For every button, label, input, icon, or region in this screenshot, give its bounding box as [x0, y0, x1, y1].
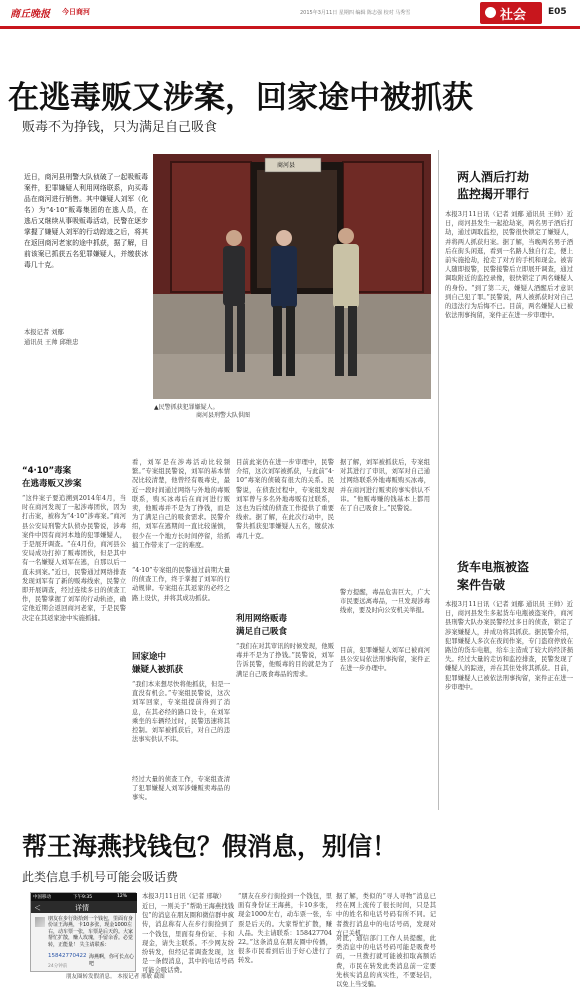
phone-battery: 12%: [117, 894, 128, 899]
article1-body-col1: “这件案子要追溯到2014年4月，当时在商河发现了一起涉毒团伙，因为打击案，被称为“4·10”涉毒案。”商河县公安局刑警大队侦办民警说，涉毒案件中因有商河本地的犯罪嫌疑人，于是展开调查。“在4月份，商河县公安局成功打掉了贩毒团伙，但是其中有一名嫌疑人刘军在逃，自那以后一直未到案。”近日，民警通过网络排查发现刘军有了新的贩毒线索，民警立即开展调查，经过连续多日的侦查工作，民警掌握了刘军的行动轨迹，确定他近期会返回商河老家，于是民警决定在其返家途中实施抓捕。: [22, 495, 126, 622]
sub2-title: 回家途中: [132, 652, 167, 662]
phone-caption: 朋友圈转发假消息。 本报记者 邢敏 截图: [66, 974, 165, 980]
article2-body-col1: 近日，一则关于“帮助王海燕找钱包”的消息在朋友圈和微信群中疯传，消息称有人在步行街捡到了一个钱包，里面有身份证、卡和现金，请失主联系。不少网友纷纷转发，但经记者调查发现，这是一条假消息，其中的电话号码可能会吸话费。: [142, 903, 234, 975]
side2-title-1: 货车电瓶被盗: [457, 560, 530, 574]
side2-body: 本报3月11日讯（记者 刘鄢 通讯员 王帅）近日，商河县发生多起货车电瓶被盗案件，商河县刑警大队办案民警经过多日的侦查，锁定了涉案嫌疑人，并成功将其抓获。据民警介绍，犯罪嫌疑人多次在夜间作案，专门盗窃停放在路边的货车电瓶，给车主造成了较大的经济损失。经过大量的走访和监控排查，民警发现了嫌疑人的踪迹，并在其住处将其抓获。目前，犯罪嫌疑人已被依法刑事拘留，案件正在进一步审理中。: [445, 601, 573, 691]
sub3-title: 利用网络贩毒: [236, 614, 288, 624]
article2-body-col3b: 对此，通信部门工作人员提醒，此类消息中的电话号码可能是吸费号码，一旦拨打就可能被扣取高额话费，市民在转发此类消息前一定要先核实消息的真实性，不要轻信，以免上当受骗。: [336, 935, 436, 989]
section-label: 社会: [500, 8, 527, 23]
article1-body-col2c: “我们本来想尽快将他抓获，但是一直没有机会。”专案组民警说，这次刘军回家，专案组提前得到了消息，在其必经的路口设卡，在刘军乘坐的车辆经过时，民警迅速将其控制。刘军被抓获后，对自己的违法事实供认不讳。: [132, 681, 230, 744]
photo-scene: [153, 154, 431, 399]
sub3-title-b: 满足自己吸食: [236, 627, 288, 637]
photo-sign: 商河县: [277, 162, 296, 169]
article1-body-col4b: 警方提醒，毒品危害巨大，广大市民要远离毒品，一旦发现涉毒线索，要及时向公安机关举报。: [340, 589, 430, 615]
article1-lead: 近日，商河县刑警大队侦破了一起吸贩毒案件，犯罪嫌疑人利用网络联系，向买毒品在商河进行销售。其中嫌疑人刘军（化名）为“4·10”贩毒集团的在逃人员，在逃后又继续从事吸贩毒活动，民警在逐步掌握了嫌疑人刘军的行动踪迹之后，将其在返回商河老家的途中抓获，据了解，目前该案已抓获五名犯罪嫌疑人，并缴获冰毒几十克。: [24, 173, 148, 269]
article1-byline2: 通讯员 王帅 邱维忠: [24, 339, 79, 346]
top-rule: [0, 26, 580, 29]
phone-ago: 24分钟前: [48, 964, 68, 969]
section-icon: [485, 7, 496, 18]
phone-navbar: [31, 901, 137, 913]
article2-headline: 帮王海燕找钱包？假消息，别信！: [22, 832, 398, 861]
masthead-column: 今日商河: [62, 8, 90, 16]
phone-number[interactable]: 15842770422: [48, 953, 87, 959]
article1-byline1: 本报记者 刘鄢: [24, 329, 64, 336]
phone-nav-title: 详情: [75, 904, 89, 912]
sub1-title: “4·10”毒案: [22, 466, 72, 476]
side1-body: 本报3月11日讯（记者 刘鄢 通讯员 王帅）近日，商河县发生一起抢劫案，两名男子酒后打劫，通过调取监控，民警很快锁定了嫌疑人，并将两人抓获归案。据了解，当晚两名男子酒后在街头闲逛，看到一名路人独自行走，便上前实施抢劫，抢走了对方的手机和现金。被害人随即报警，民警接警后立即展开调查，通过调取附近的监控录像，很快锁定了两名嫌疑人的身份。“到了第二天，嫌疑人酒醒后才意识到自己犯了罪。”民警说，两人被抓获时对自己的违法行为后悔不已。目前，两名嫌疑人已被依法刑事拘留，案件正在进一步审理中。: [445, 211, 573, 320]
sidebar-divider: [438, 150, 439, 810]
article1-body-col3b: “我们在对其审讯的时候发现，他贩毒并不是为了挣钱。”民警说，刘军告诉民警，他贩毒的目的就是为了满足自己吸食毒品的需求。: [236, 643, 334, 678]
section-tab: [480, 2, 542, 24]
article2-body-col2: “朋友在步行街捡到一个钱包，里面有身份证王海燕，卡10多张，现金1000左右，动车票一张，车票是后天的。大家帮忙扩散，赚人品。失主请联系：15842770422。”这条消息在朋友圈中传播，很多市民看到后出于好心进行了转发。: [238, 893, 332, 965]
side1-title-2: 监控揭开罪行: [457, 187, 530, 201]
article1-body-col4a: 据了解，刘军被抓获后，专案组对其进行了审讯，刘军对自己通过网络联系外地毒贩购买冰毒，并在商河进行贩卖的事实供认不讳。“他贩毒赚的钱基本上都用在了自己吸食上。”民警说。: [340, 459, 430, 513]
article1-body-col4c: 目前，犯罪嫌疑人刘军已被商河县公安局依法刑事拘留，案件正在进一步办理中。: [340, 647, 430, 673]
phone-tail: 海燕啊，你可长点心吧: [89, 954, 135, 967]
avatar: [35, 917, 45, 927]
sub2-title-b: 嫌疑人被抓获: [132, 665, 184, 675]
photo-caption-1: ▲民警抓获犯罪嫌疑人。: [154, 404, 219, 411]
page-number: E05: [548, 7, 567, 17]
arrest-photo: [153, 154, 431, 399]
article2-subhead: 此类信息手机号可能会吸话费: [22, 870, 179, 884]
article1-body-col3a: 目前此案仍在进一步审理中，民警介绍，这次刘军被抓获，与此前“4·10”毒案的侦破有很大的关系。民警说，在侦查过程中，专案组发现刘军曾与多名外地毒贩有过联系，这也为后续的侦查工作提供了重要线索。据了解，在此次行动中，民警共抓获犯罪嫌疑人五名，缴获冰毒几十克。: [236, 459, 334, 540]
phone-carrier: 中国移动: [33, 895, 51, 900]
phone-time: 下午9:35: [73, 895, 93, 900]
photo-caption-2: 商河县刑警大队供图: [196, 412, 251, 419]
phone-screenshot: [30, 892, 136, 972]
masthead-logo: 商丘晚报: [10, 9, 50, 20]
side2-title-2: 案件告破: [457, 578, 506, 592]
article2-byline: 本报3月11日讯（记者 邢敏）: [142, 893, 226, 900]
side1-title-1: 两人酒后打劫: [457, 170, 530, 184]
phone-message: 朋友在步行街拾到一个钱包，里面有身份证王海燕，卡10多张，现金1000左右，动车票一张，车票是后天的。大家帮忙扩散，赚人玫瑰，手留余香。必觉转，正能量！ 失主请联系：: [48, 916, 134, 948]
article1-subhead: 贩毒不为挣钱，只为满足自己吸食: [22, 120, 218, 135]
masthead-info: 2015年3月11日 星期四 编辑 陈志强 校对 马秀雪: [300, 10, 411, 16]
masthead: [0, 0, 580, 26]
article2-body-col3: 据了解，类似的“寻人寻物”消息已经在网上流传了很长时间，只是其中的姓名和电话号码有所不同。记者拨打消息中的电话号码，发现对方已关机。: [336, 893, 436, 937]
phone-statusbar: [31, 893, 137, 901]
article1-headline: 在逃毒贩又涉案，回家途中被抓获: [8, 80, 473, 116]
sub1-title-b: 在逃毒贩又涉案: [22, 479, 82, 489]
article1-body-col2a: 看，刘军是在涉毒活动比较频繁。”专案组民警说，刘军的基本情况比较清楚，他曾经有吸毒史，最近一段时间通过网络与外地的毒贩联系，购买冰毒后在商河进行贩卖，他贩毒并不是为了挣钱，而是为了满足自己的吸食需求。民警介绍，刘军在逃期间一直比较谨慎，很少在一个地方长时间停留，给抓捕工作带来了一定的难度。: [132, 459, 230, 549]
article1-body-col2b: “4·10”专案组的民警通过前期大量的侦查工作，终于掌握了刘军的行动规律。专案组在其返家的必经之路上设伏，并将其成功抓获。: [132, 567, 230, 602]
back-icon[interactable]: ＜: [34, 904, 41, 912]
article1-body-col2d: 经过大量的侦查工作，专案组查清了犯罪嫌疑人刘军涉嫌贩卖毒品的事实。: [132, 776, 230, 802]
